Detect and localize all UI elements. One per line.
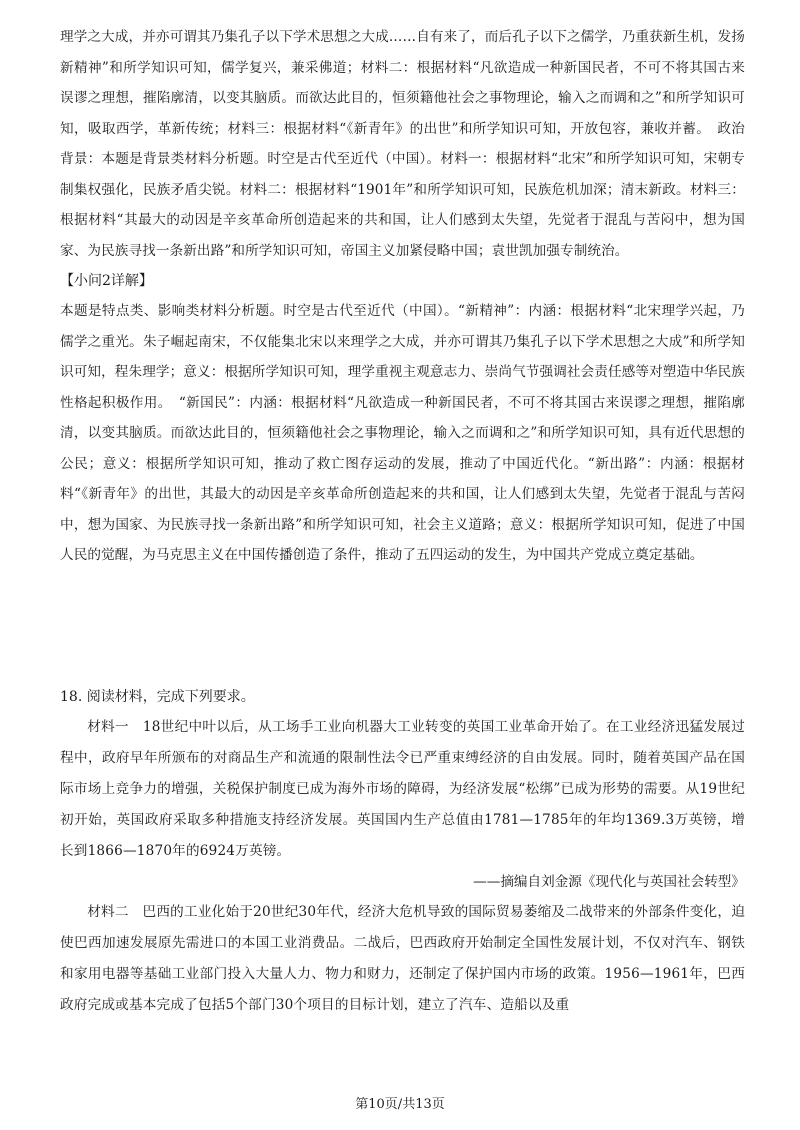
page-number: 第10页/共13页 bbox=[355, 1097, 445, 1112]
material-1-source: ——摘编自刘金源《现代化与英国社会转型》 bbox=[473, 874, 745, 890]
answer-paragraph-2: 本题是特点类、影响类材料分析题。时空是古代至近代（中国）。“新精神”：内涵：根据材料“北宋理学兴起，乃儒学之重光。朱子崛起南宋，不仅能集北宋以来理学之大成，并亦可谓其乃集孔子以下学术思想之大成”和所学知识可知，程朱理学；意义：根据所学知识可知，理学重视主观意志力、崇尚气节强调社会责任感等对塑造中华民族性格起积极作用。 “新国民”：内涵：根据材料“凡欲造成一种新国民者，不可不将其国古来误谬之理想，摧陷廓清，以变其脑质。而欲达此目的，恒须籍他社会之事物理论，输入之而调和之”和所学知识可知，具有近代思想的公民；意义：根据所学知识可知，推动了救亡图存运动的发展，推动了中国近代化。“新出路”：内涵：根据材料“《新青年》的出世，其最大的动因是辛亥革命所创造起来的共和国，让人们感到太失望，先觉者于混乱与苦闷中，想为国家、为民族寻找一条新出路”和所学知识可知，社会主义道路；意义：根据所学知识可知，促进了中国人民的觉醒，为马克思主义在中国传播创造了条件，推动了五四运动的发生，为中国共产党成立奠定基础。 bbox=[60, 303, 745, 563]
question-18-title: 18. 阅读材料，完成下列要求。 bbox=[60, 689, 255, 705]
material-1: 材料一 18世纪中叶以后，从工场手工业向机器大工业转变的英国工业革命开始了。在工业经济迅猛发展过程中，政府早年所颁布的对商品生产和流通的限制性法令已严重束缚经济的自由发展。同时，随着英国产品在国际市场上竞争力的增强，关税保护制度已成为海外市场的障碍，为经济发展“松绑”已成为形势的需要。从19世纪初开始，英国政府采取多种措施支持经济发展。英国国内生产总值由1781—1785年的年均1369.3万英镑，增长到1866—1870年的6924万英镑。 bbox=[60, 719, 745, 859]
sub-question-heading: 【小问2详解】 bbox=[60, 273, 153, 289]
material-2: 材料二 巴西的工业化始于20世纪30年代，经济大危机导致的国际贸易萎缩及二战带来的外部条件变化，迫使巴西加速发展原先需进口的本国工业消费品。二战后，巴西政府开始制定全国性发展计划，不仅对汽车、钢铁和家用电器等基础工业部门投入大量人力、物力和财力，还制定了保护国内市场的政策。1956—1961年，巴西政府完成或基本完成了包括5个部门30个项目的目标计划，建立了汽车、造船以及重 bbox=[60, 904, 745, 1013]
answer-section bbox=[60, 22, 745, 571]
answer-paragraph-1: 理学之大成，并亦可谓其乃集孔子以下学术思想之大成……自有来了，而后孔子以下之儒学，乃重获新生机，发扬新精神”和所学知识可知，儒学复兴，兼采佛道；材料二：根据材料“凡欲造成一种新国民者，不可不将其国古来误谬之理想，摧陷廓清，以变其脑质。而欲达此目的，恒须籍他社会之事物理论，输入之而调和之”和所学知识可知，吸取西学，革新传统；材料三：根据材料“《新青年》的出世”和所学知识可知，开放包容，兼收并蓄。 政治背景：本题是背景类材料分析题。时空是古代至近代（中国）。材料一：根据材料“北宋”和所学知识可知，宋朝专制集权强化，民族矛盾尖锐。材料二：根据材料“1901年”和所学知识可知，民族危机加深；清末新政。材料三：根据材料“其最大的动因是辛亥革命所创造起来的共和国，让人们感到太失望，先觉者于混乱与苦闷中，想为国家、为民族寻找一条新出路”和所学知识可知，帝国主义加紧侵略中国；袁世凯加强专制统治。 bbox=[60, 29, 745, 259]
question-18 bbox=[60, 682, 745, 1021]
